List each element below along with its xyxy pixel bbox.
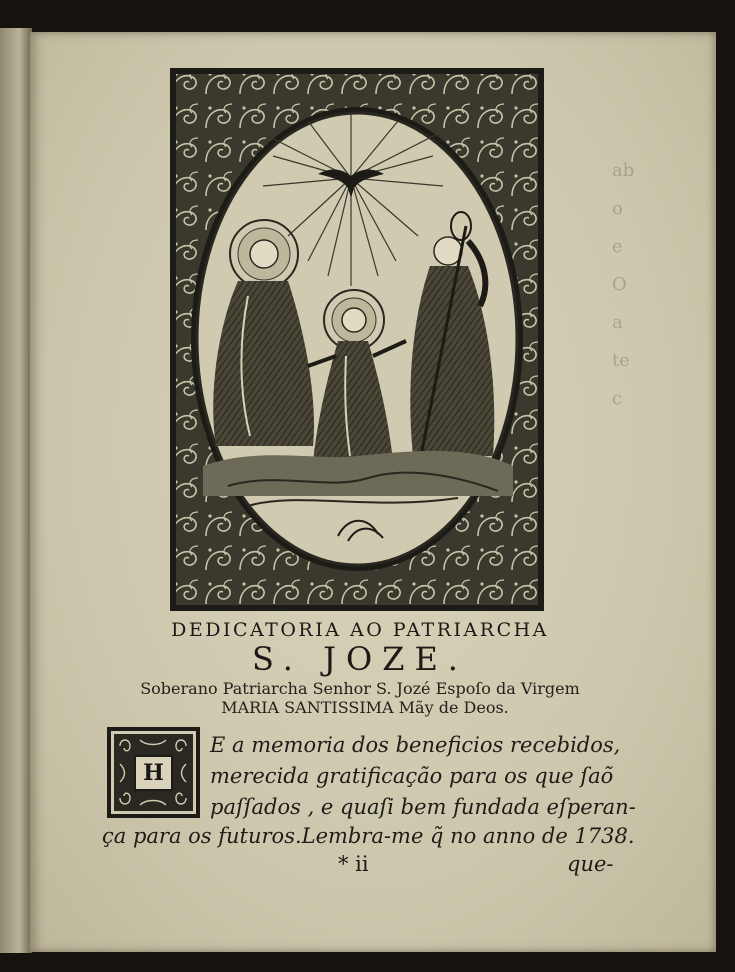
catchword: que-	[567, 852, 614, 876]
signature-mark: * ii	[338, 852, 369, 876]
address-line-2: MARIA SANTISSIMA Mãy de Deos.	[221, 698, 509, 717]
saint-name-heading: S. JOZE.	[252, 640, 468, 678]
body-line-4: ça para os futuros.Lembra-me q̃ no anno de 1738.	[102, 824, 635, 848]
address-line-1: Soberano Patriarcha Senhor S. Jozé Espoſo da Virgem	[140, 679, 580, 698]
decorated-initial	[106, 726, 201, 819]
body-line-2: merecida gratificação para os que ſaõ	[210, 764, 614, 788]
holy-family-woodcut	[168, 66, 546, 613]
dedication-heading: DEDICATORIA AO PATRIARCHA	[171, 619, 549, 641]
left-page-edge	[0, 28, 32, 953]
show-through-text: ab o e O a te c	[612, 160, 635, 409]
body-line-1: E a memoria dos beneficios recebidos,	[210, 733, 621, 757]
body-line-3: paſſados , e quaſi bem fundada eſperan-	[210, 795, 636, 819]
initial-letter: H	[143, 760, 164, 786]
